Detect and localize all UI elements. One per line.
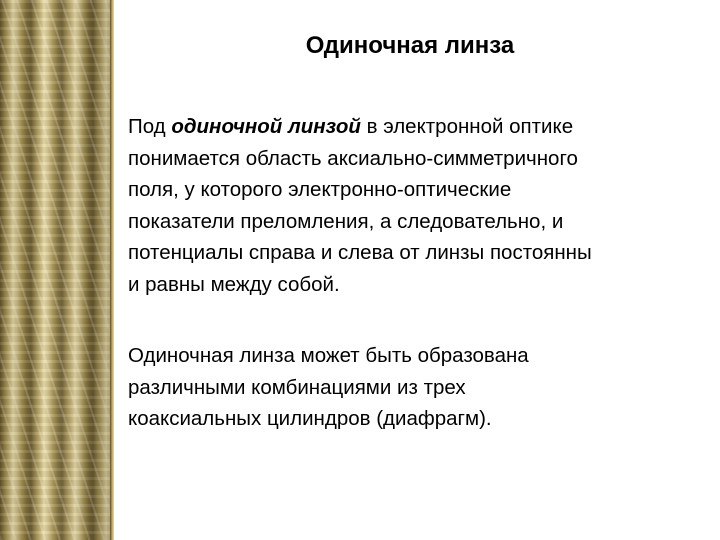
paragraph-line: поля, у которого электронно-оптические (128, 178, 512, 201)
paragraph-line: потенциалы справа и слева от линзы постоянны (128, 241, 592, 264)
paragraph-definition (128, 111, 716, 300)
decorative-gold-bar (0, 0, 113, 540)
decorative-bar-edge (110, 0, 114, 540)
line-suffix: в электронной оптике (360, 115, 574, 138)
paragraph-line: Одиночная линза может быть образована (128, 344, 529, 367)
paragraph-line: различными комбинациями из трех (128, 375, 466, 399)
paragraph-line (128, 111, 716, 143)
paragraph-line: коаксиальных цилиндров (диафрагм). (128, 407, 492, 430)
paragraph-line: показатели преломления, а следовательно, и (128, 209, 564, 233)
paragraph-line: понимается область аксиально-симметричного (128, 146, 578, 170)
emphasized-term: одиночной линзой (171, 115, 361, 138)
paragraph-line: и равны между собой. (128, 272, 340, 296)
paragraph-formation (128, 340, 716, 435)
slide-title: Одиночная линза (305, 32, 515, 59)
line-prefix: Под (128, 115, 172, 138)
